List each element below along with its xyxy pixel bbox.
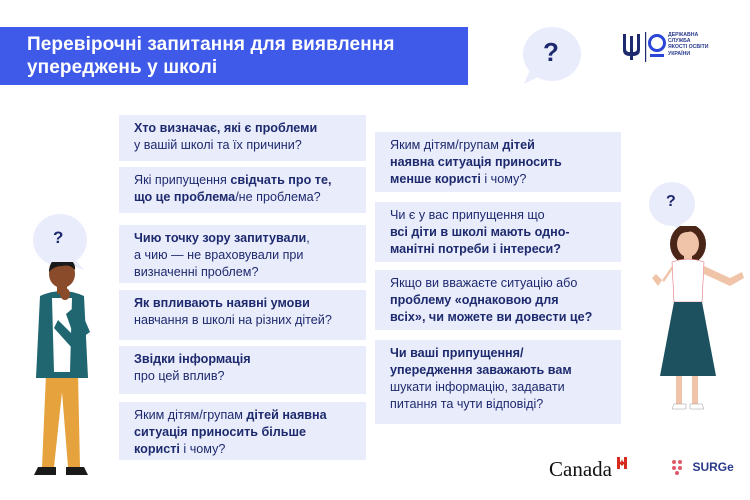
question-card-right-2 [375, 202, 621, 262]
question-mark: ? [666, 193, 676, 210]
card-text: Якщо ви вважаєте ситуацію або [390, 276, 578, 290]
card-text: Яким дітям/групам [134, 408, 247, 422]
page-title-line-2: упереджень у школі [27, 57, 218, 78]
card-text: манітні потреби і інтереси? [390, 242, 561, 256]
question-card-left-1 [119, 115, 366, 161]
card-text: свідчать про те, [230, 173, 332, 187]
question-mark: ? [53, 228, 64, 247]
card-text: всі діти в школі мають одно- [390, 225, 570, 239]
card-text: , [306, 231, 310, 245]
logo-line-2: СЛУЖБА [668, 38, 691, 45]
card-text: всіх», чи можете ви довести це? [390, 310, 593, 324]
logo-line-4: УКРАЇНИ [668, 50, 691, 57]
question-bubble-top [518, 26, 584, 86]
surge-dots-icon [670, 458, 688, 476]
card-text: дітей наявна [246, 408, 327, 422]
card-text: а чию — не враховували при [134, 248, 304, 262]
card-text: упередження заважають вам [390, 363, 572, 377]
card-text: шукати інформацію, задавати [390, 380, 565, 394]
question-card-right-1 [375, 132, 621, 192]
card-text: Яким дітям/групам [390, 138, 503, 152]
card-text: Які припущення [134, 173, 231, 187]
shrugging-woman-illustration [650, 226, 750, 426]
card-text: Чи є у вас припущення що [390, 208, 545, 222]
logo-line-3: ЯКОСТІ ОСВІТИ [668, 44, 709, 51]
canada-text: Canada [549, 457, 612, 481]
card-text: Хто визначає, які є проблеми [134, 121, 318, 135]
question-card-left-5 [119, 346, 366, 394]
card-text: менше користі [390, 172, 481, 186]
logo-line-1: ДЕРЖАВНА [668, 32, 699, 38]
card-text: питання та чути відповіді? [390, 397, 544, 411]
question-mark: ? [543, 37, 559, 67]
card-text: дітей [502, 138, 535, 152]
surge-text: SURGe [692, 460, 734, 474]
card-text: що це проблема [134, 190, 236, 204]
page-title-line-1: Перевірочні запитання для виявлення [27, 34, 395, 55]
question-card-right-3 [375, 270, 621, 330]
question-card-right-4 [375, 340, 621, 424]
card-text: Чи ваші припущення/ [390, 346, 524, 360]
surge-logo [670, 458, 734, 476]
card-text: у вашій школі та їх причини? [134, 138, 302, 152]
thinking-man-illustration [18, 262, 108, 487]
card-text: визначенні проблем? [134, 265, 259, 279]
question-card-left-2 [119, 167, 366, 213]
card-text: Звідки інформація [134, 352, 251, 366]
trident-logo-icon [620, 30, 666, 64]
title-banner [0, 27, 468, 85]
canada-flag-icon [617, 457, 627, 469]
card-text: ситуація приносить більше [134, 425, 307, 439]
card-text: Як впливають наявні умови [134, 296, 310, 310]
logo-text [668, 32, 708, 57]
question-card-left-3 [119, 225, 366, 283]
card-text: і чому? [179, 442, 226, 456]
question-card-left-6 [119, 402, 366, 460]
card-text: проблему «однаковою для [390, 293, 559, 307]
canada-wordmark [549, 457, 627, 482]
card-text: /не проблема? [235, 190, 321, 204]
card-text: навчання в школі на різних дітей? [134, 313, 332, 327]
card-text: і чому? [480, 172, 527, 186]
card-text: користі [134, 442, 180, 456]
card-text: наявна ситуація приносить [390, 155, 562, 169]
card-text: про цей вплив? [134, 369, 225, 383]
card-text: Чию точку зору запитували [134, 231, 307, 245]
question-card-left-4 [119, 290, 366, 340]
